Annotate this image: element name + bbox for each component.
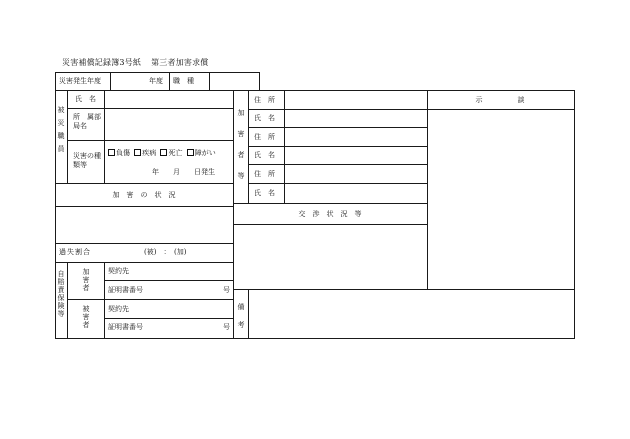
perpetrator-address-2: 住 所 [254,133,275,141]
option-checkbox-icon[interactable] [134,149,141,156]
perpetrator-name-2: 氏 名 [254,151,275,159]
perpetrator-address-1: 住 所 [254,96,275,104]
victim-dept-label: 所 属部局名 [73,113,101,130]
occurrence-date-line: 年 月 日発生 [152,168,215,176]
perpetrator-number-suffix: 号 [223,286,230,294]
option-illness: 疾病 [142,149,157,157]
victim-name-label: 氏 名 [75,95,96,103]
option-checkbox-icon[interactable] [187,149,194,156]
option-checkbox-icon[interactable] [108,149,115,156]
perpetrator-group-label: 加害者等 [237,109,245,180]
form-title-right: 第三者加害求償 [151,58,209,67]
disaster-type-options [108,149,216,158]
perpetrator-address-3: 住 所 [254,170,275,178]
disaster-year-label: 災害発生年度 [59,77,101,85]
rank-label: 職 種 [173,77,194,85]
victim-group-label: 被災職員 [57,106,65,153]
insurance-perpetrator-label: 加害者 [82,268,90,292]
remarks-label: 備考 [237,303,245,329]
settlement-label: 示 談 [475,96,525,104]
harm-status-label: 加 害 の 状 況 [112,191,176,199]
option-death: 死亡 [168,149,183,157]
insurance-group-label: 自賠責保険等 [57,270,65,318]
victim-certificate-label: 証明書番号 [108,323,143,331]
insurance-victim-label: 被害者 [82,305,90,329]
disaster-type-label: 災害の種類等 [73,152,101,169]
year-suffix-label: 年度 [149,77,163,85]
perpetrator-contractor-label: 契約先 [108,267,129,275]
option-injury: 負傷 [116,149,130,157]
form-title-left: 災害補償記録簿3号紙 [62,58,142,67]
option-disability: 障がい [194,149,216,157]
victim-number-suffix: 号 [223,323,230,331]
perpetrator-name-1: 氏 名 [254,114,275,122]
fault-ratio-label: 過失割合 [59,248,91,256]
form-title [62,57,209,68]
option-checkbox-icon[interactable] [160,149,167,156]
fault-ratio-value: (被) ： (加) [144,248,187,256]
victim-contractor-label: 契約先 [108,305,129,313]
perpetrator-name-3: 氏 名 [254,189,275,197]
perpetrator-certificate-label: 証明書番号 [108,286,143,294]
negotiation-status-label: 交 渉 状 況 等 [298,210,362,218]
